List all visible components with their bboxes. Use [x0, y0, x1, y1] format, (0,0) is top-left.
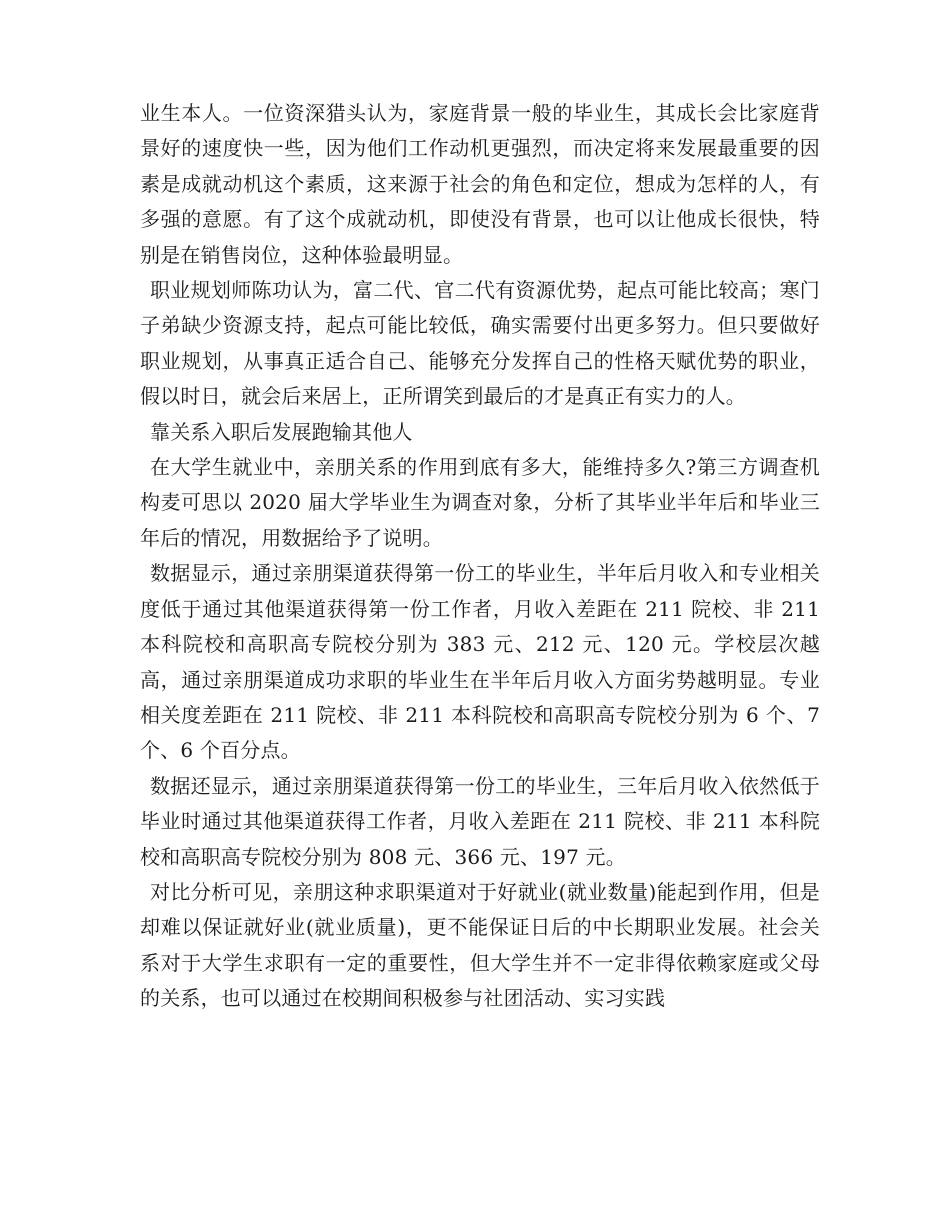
- paragraph-analysis: 对比分析可见，亲朋这种求职渠道对于好就业(就业数量)能起到作用，但是却难以保证就好业(就业质量)，更不能保证日后的中长期职业发展。社会关系对于大学生求职有一定的重要性，但大学生并不一定非得依赖家庭或父母的关系，也可以通过在校期间积极参与社团活动、实习实践: [140, 879, 820, 1011]
- paragraph-three-year-data: 数据还显示，通过亲朋渠道获得第一份工的毕业生，三年后月收入依然低于毕业时通过其他渠道获得工作者，月收入差距在 211 院校、非 211 本科院校和高职高专院校分别为 808 元、366 元、197 元。: [140, 773, 820, 869]
- section-heading: 靠关系入职后发展跑输其他人: [150, 419, 413, 444]
- document-body: [140, 96, 820, 1017]
- paragraph-continuation: 业生本人。一位资深猎头认为，家庭背景一般的毕业生，其成长会比家庭背景好的速度快一些，因为他们工作动机更强烈，而决定将来发展最重要的因素是成就动机这个素质，这来源于社会的角色和定位，想成为怎样的人，有多强的意愿。有了这个成就动机，即使没有背景，也可以让他成长很快，特别是在销售岗位，这种体验最明显。: [140, 101, 820, 267]
- paragraph-career-planner: 职业规划师陈功认为，富二代、官二代有资源优势，起点可能比较高；寒门子弟缺少资源支持，起点可能比较低，确实需要付出更多努力。但只要做好职业规划，从事真正适合自己、能够充分发挥自己的性格天赋优势的职业，假以时日，就会后来居上，正所谓笑到最后的才是真正有实力的人。: [140, 278, 820, 409]
- paragraph-survey-intro: 在大学生就业中，亲朋关系的作用到底有多大，能维持多久?第三方调查机构麦可思以 2020 届大学毕业生为调查对象，分析了其毕业半年后和毕业三年后的情况，用数据给予了说明。: [140, 455, 820, 550]
- paragraph-half-year-data: 数据显示，通过亲朋渠道获得第一份工的毕业生，半年后月收入和专业相关度低于通过其他渠道获得第一份工作者，月收入差距在 211 院校、非 211 本科院校和高职高专院校分别为 383 元、212 元、120 元。学校层次越高，通过亲朋渠道成功求职的毕业生在半年后月收入方面劣势越明显。专业相关度差距在 211 院校、非 211 本科院校和高职高专院校分别为 6 个、7 个、6 个百分点。: [140, 561, 820, 763]
